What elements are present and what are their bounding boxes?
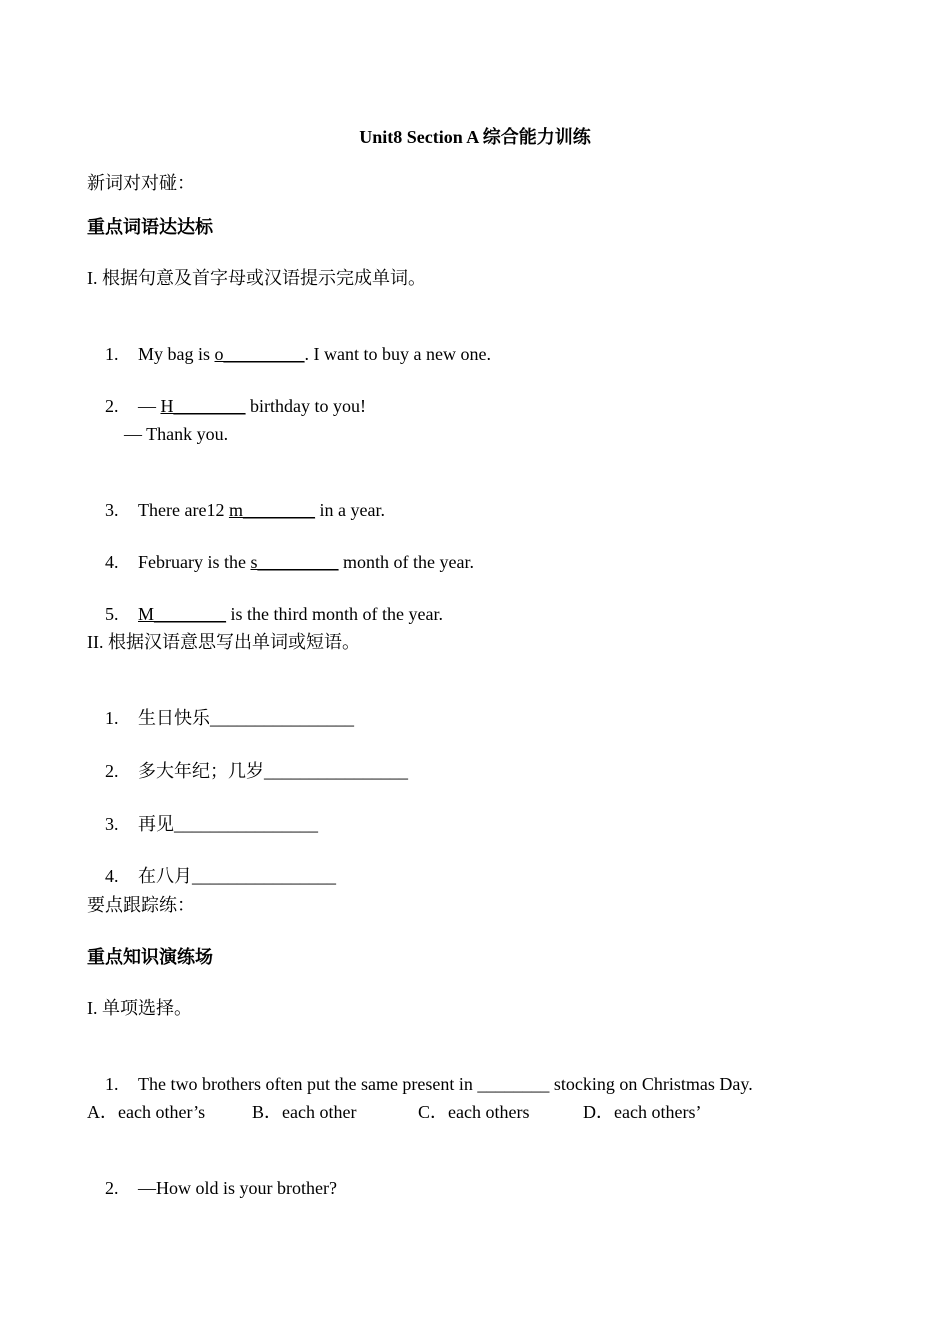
option-a[interactable]: A．each other’s bbox=[87, 1102, 206, 1122]
item-number: 4. bbox=[105, 866, 119, 886]
key-words-heading: 重点词语达达标 bbox=[87, 217, 213, 237]
item-number: 1. bbox=[105, 708, 119, 728]
item-blank[interactable]: o_________ bbox=[214, 344, 305, 364]
option-c[interactable]: C．each others bbox=[418, 1102, 530, 1122]
knowledge-heading: 重点知识演练场 bbox=[87, 947, 213, 967]
practice-label: 要点跟踪练： bbox=[87, 895, 195, 915]
item-blank[interactable]: H________ bbox=[160, 396, 246, 416]
question-text: —How old is your brother? bbox=[138, 1178, 337, 1198]
item-number: 4. bbox=[105, 552, 119, 572]
item-text-before: There are12 bbox=[138, 500, 229, 520]
option-b[interactable]: B．each other bbox=[252, 1102, 357, 1122]
item-text-after: is the third month of the year. bbox=[226, 604, 443, 624]
item-text[interactable]: 再见________________ bbox=[138, 814, 318, 834]
item-text-after: month of the year. bbox=[338, 552, 474, 572]
item-number: 2. bbox=[105, 761, 119, 781]
part1-heading: I. 根据句意及首字母或汉语提示完成单词。 bbox=[87, 268, 426, 288]
item-blank[interactable]: M________ bbox=[138, 604, 227, 624]
item-blank[interactable]: m________ bbox=[228, 500, 315, 520]
part2-heading: II. 根据汉语意思写出单词或短语。 bbox=[87, 632, 360, 652]
question-2 bbox=[87, 1152, 337, 1224]
page-title: Unit8 Section A 综合能力训练 bbox=[359, 127, 591, 147]
item-number: 3. bbox=[105, 500, 119, 520]
item-text[interactable]: 在八月________________ bbox=[138, 866, 336, 886]
item-number: 3. bbox=[105, 814, 119, 834]
item-number: 1. bbox=[105, 344, 119, 364]
item-number: 2. bbox=[105, 1178, 119, 1198]
new-words-label: 新词对对碰： bbox=[87, 173, 195, 193]
item-text-before: — bbox=[138, 396, 161, 416]
item-number: 2. bbox=[105, 396, 119, 416]
item-text[interactable]: 多大年纪；几岁________________ bbox=[138, 761, 408, 781]
part3-heading: I. 单项选择。 bbox=[87, 998, 192, 1018]
question-text: The two brothers often put the same present in ________ stocking on Christmas Day. bbox=[138, 1074, 753, 1094]
dialogue-reply: — Thank you. bbox=[124, 424, 229, 444]
item-text-before: February is the bbox=[138, 552, 251, 572]
item-blank[interactable]: s_________ bbox=[250, 552, 339, 572]
item-number: 1. bbox=[105, 1074, 119, 1094]
item-text[interactable]: 生日快乐________________ bbox=[138, 708, 354, 728]
item-text-after: birthday to you! bbox=[245, 396, 366, 416]
item-text-after: in a year. bbox=[314, 500, 385, 520]
item-number: 5. bbox=[105, 604, 119, 624]
option-d[interactable]: D．each others’ bbox=[583, 1102, 702, 1122]
item-text-after: . I want to buy a new one. bbox=[304, 344, 491, 364]
item-text-before: My bag is bbox=[138, 344, 215, 364]
